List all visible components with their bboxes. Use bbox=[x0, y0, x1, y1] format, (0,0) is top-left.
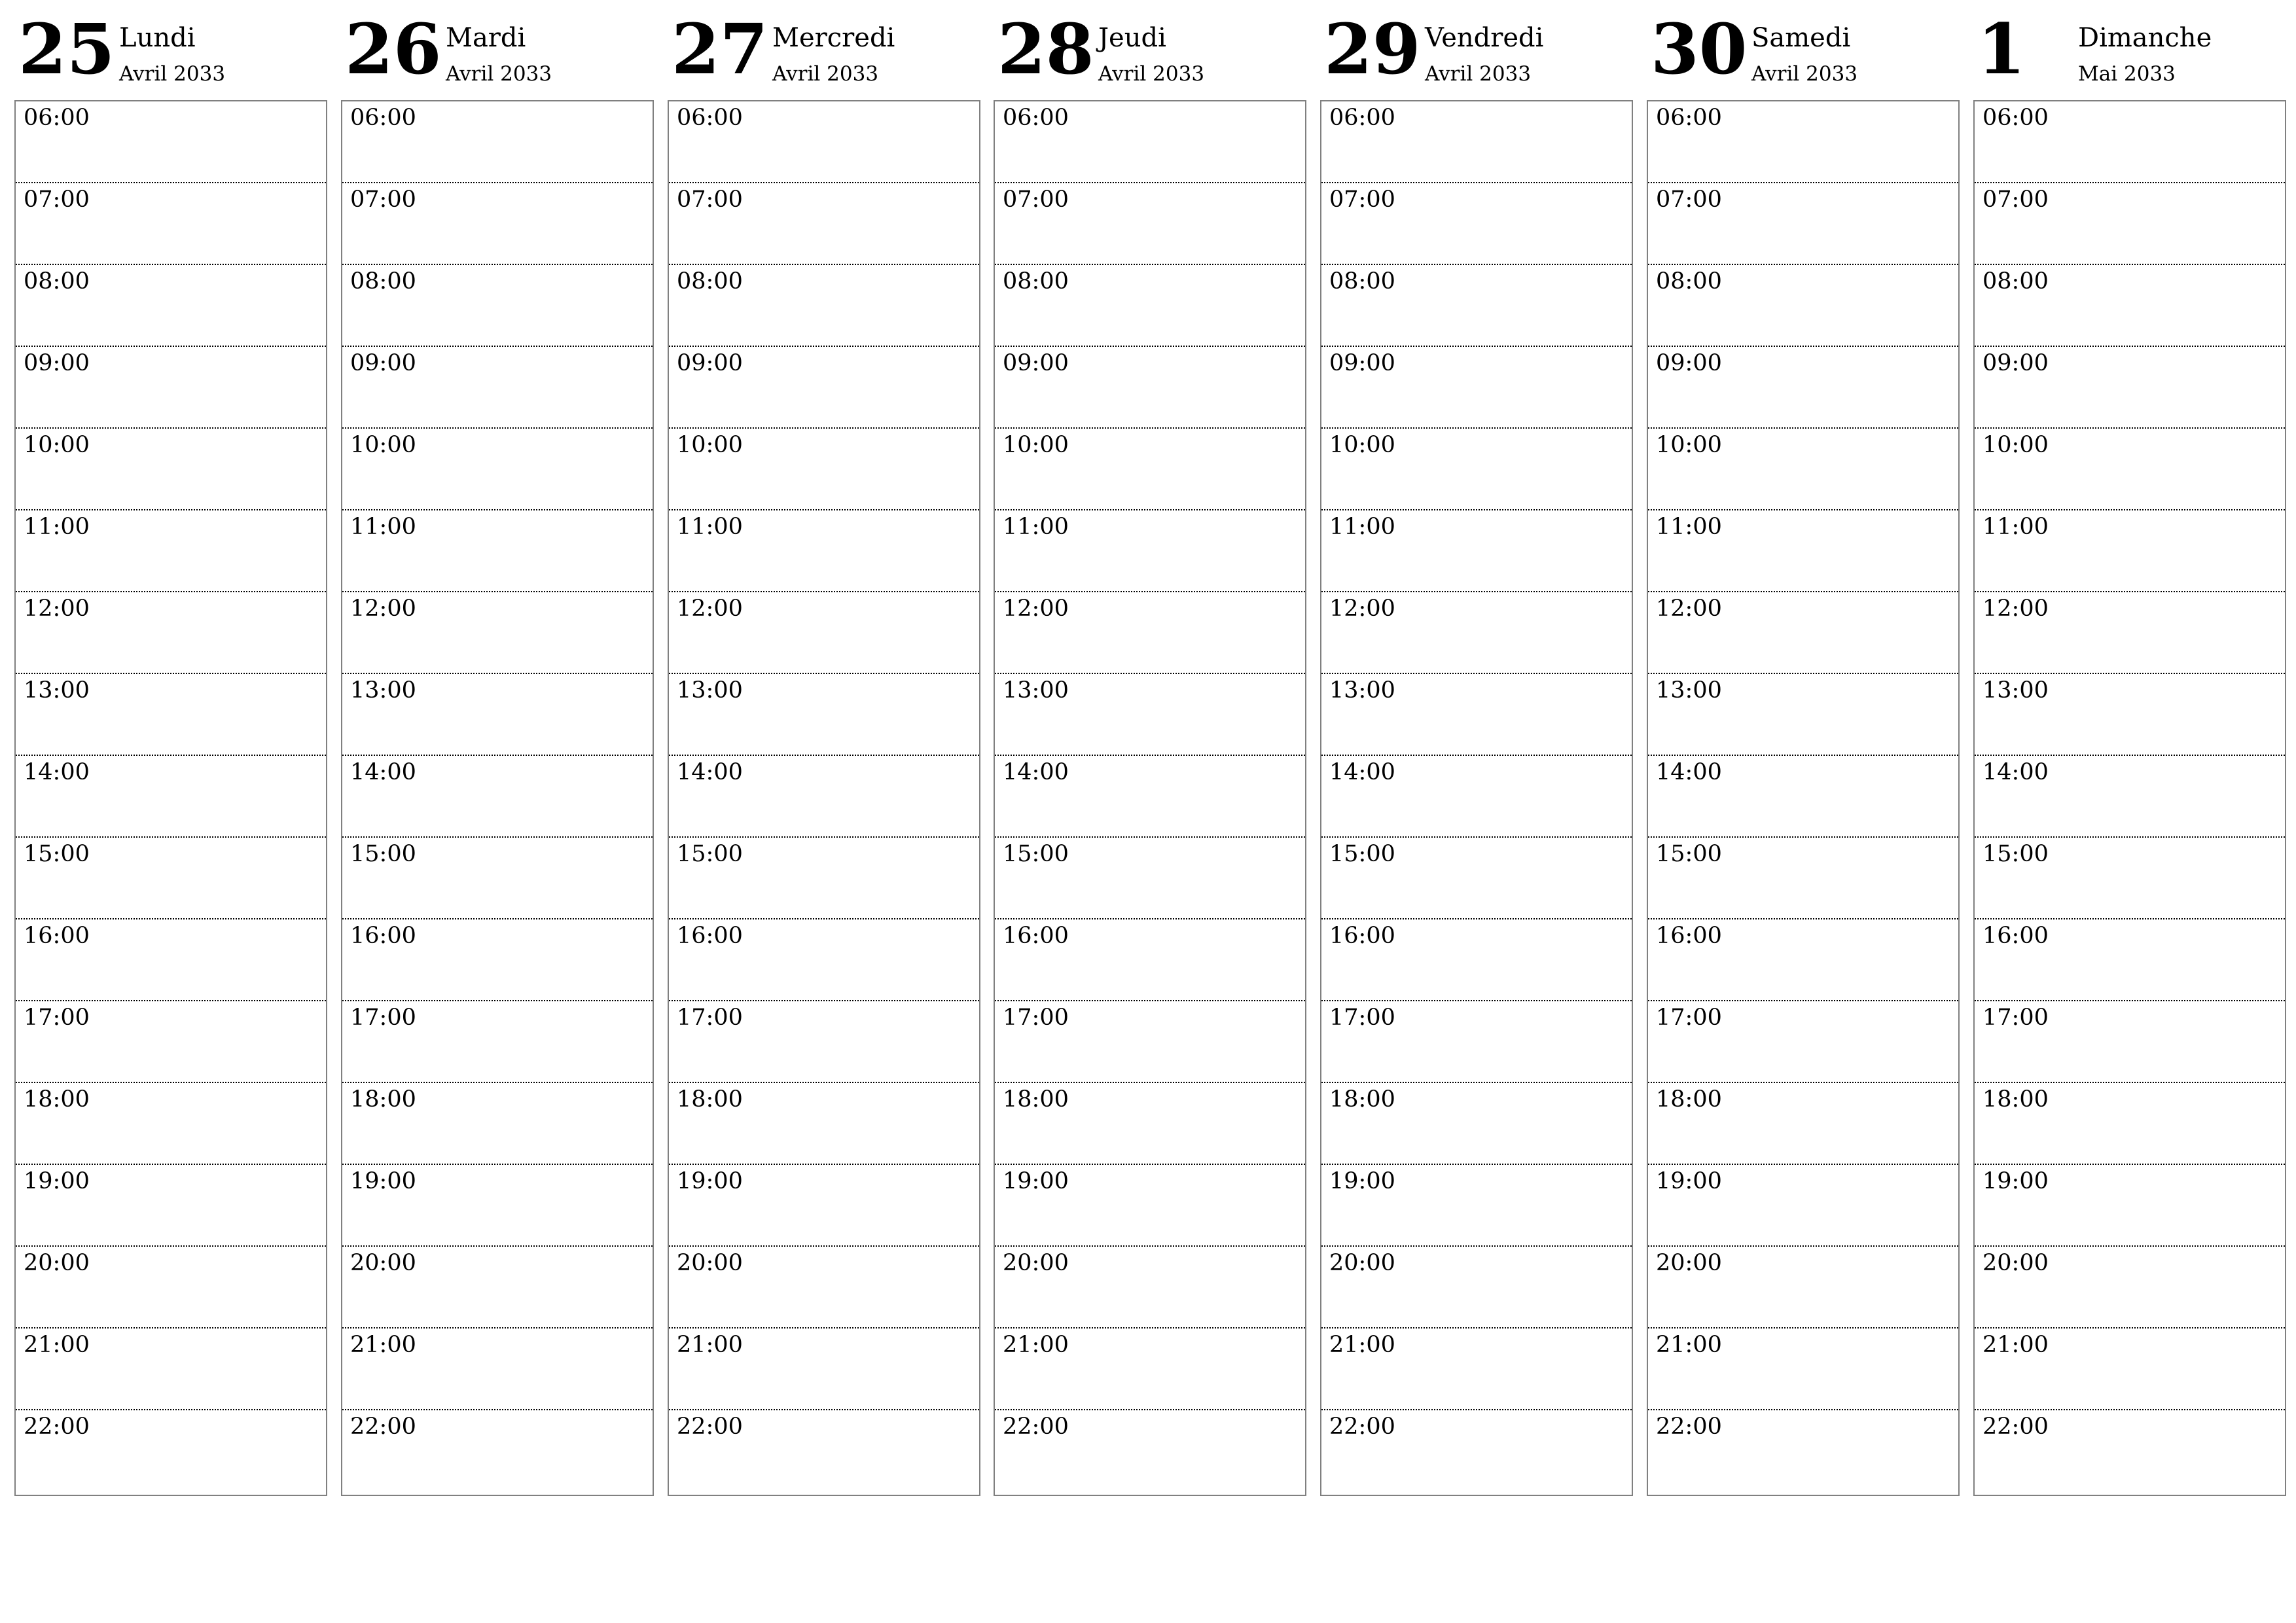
time-slot[interactable] bbox=[1648, 101, 1958, 183]
day-name: Lundi bbox=[119, 23, 196, 53]
time-slot[interactable] bbox=[1975, 919, 2285, 1001]
time-slot[interactable] bbox=[669, 674, 979, 756]
time-label: 08:00 bbox=[24, 268, 90, 294]
time-slot[interactable] bbox=[1975, 1329, 2285, 1410]
day-month: Mai 2033 bbox=[2078, 62, 2176, 86]
time-slot[interactable] bbox=[16, 1410, 326, 1492]
time-slot[interactable] bbox=[1321, 674, 1632, 756]
time-label: 11:00 bbox=[1003, 514, 1069, 540]
time-slot[interactable] bbox=[342, 429, 653, 510]
day-header bbox=[994, 0, 1306, 99]
time-label: 10:00 bbox=[1982, 432, 2049, 458]
time-label: 11:00 bbox=[350, 514, 416, 540]
time-slot[interactable] bbox=[342, 183, 653, 265]
day-number: 1 bbox=[1977, 8, 2026, 90]
time-slot[interactable] bbox=[342, 756, 653, 838]
time-slot[interactable] bbox=[342, 1329, 653, 1410]
time-label: 20:00 bbox=[1982, 1250, 2049, 1276]
time-label: 17:00 bbox=[1003, 1005, 1069, 1031]
time-label: 09:00 bbox=[1982, 350, 2049, 376]
time-label: 16:00 bbox=[24, 923, 90, 949]
day-name: Jeudi bbox=[1098, 23, 1166, 53]
time-label: 22:00 bbox=[1003, 1414, 1069, 1440]
time-label: 06:00 bbox=[1003, 105, 1069, 131]
time-label: 15:00 bbox=[350, 841, 416, 867]
time-label: 06:00 bbox=[24, 105, 90, 131]
time-label: 21:00 bbox=[1982, 1332, 2049, 1358]
time-slot[interactable] bbox=[669, 1165, 979, 1247]
day-number: 29 bbox=[1324, 8, 1421, 90]
time-slot[interactable] bbox=[16, 183, 326, 265]
day-name: Mardi bbox=[446, 23, 526, 53]
time-slot[interactable] bbox=[1648, 674, 1958, 756]
day-column bbox=[341, 0, 654, 1440]
time-slot[interactable] bbox=[1648, 919, 1958, 1001]
time-slot[interactable] bbox=[995, 265, 1305, 347]
time-slot[interactable] bbox=[1648, 1001, 1958, 1083]
time-label: 12:00 bbox=[677, 596, 743, 622]
time-label: 15:00 bbox=[677, 841, 743, 867]
day-number: 25 bbox=[18, 8, 115, 90]
time-label: 10:00 bbox=[1003, 432, 1069, 458]
day-number: 30 bbox=[1651, 8, 1748, 90]
time-label: 10:00 bbox=[1329, 432, 1395, 458]
time-label: 19:00 bbox=[677, 1168, 743, 1194]
day-name: Dimanche bbox=[2078, 23, 2212, 53]
time-label: 18:00 bbox=[24, 1086, 90, 1113]
time-label: 19:00 bbox=[1656, 1168, 1722, 1194]
day-number: 28 bbox=[997, 8, 1094, 90]
day-column bbox=[1320, 0, 1633, 1440]
time-label: 18:00 bbox=[1982, 1086, 2049, 1113]
time-slot[interactable] bbox=[669, 592, 979, 674]
time-label: 08:00 bbox=[1003, 268, 1069, 294]
time-slot[interactable] bbox=[1321, 510, 1632, 592]
time-slot[interactable] bbox=[995, 756, 1305, 838]
time-slot[interactable] bbox=[1321, 101, 1632, 183]
time-label: 09:00 bbox=[1003, 350, 1069, 376]
time-label: 21:00 bbox=[24, 1332, 90, 1358]
time-slot[interactable] bbox=[995, 510, 1305, 592]
time-slot[interactable] bbox=[1321, 1001, 1632, 1083]
time-label: 14:00 bbox=[1003, 759, 1069, 785]
time-label: 11:00 bbox=[1982, 514, 2049, 540]
time-label: 22:00 bbox=[677, 1414, 743, 1440]
time-label: 21:00 bbox=[1329, 1332, 1395, 1358]
time-slot[interactable] bbox=[995, 1329, 1305, 1410]
time-label: 19:00 bbox=[24, 1168, 90, 1194]
time-label: 20:00 bbox=[1003, 1250, 1069, 1276]
time-label: 20:00 bbox=[677, 1250, 743, 1276]
time-label: 07:00 bbox=[350, 187, 416, 213]
time-slot[interactable] bbox=[1975, 429, 2285, 510]
time-slot[interactable] bbox=[669, 1083, 979, 1165]
time-slot[interactable] bbox=[669, 1001, 979, 1083]
time-label: 17:00 bbox=[1329, 1005, 1395, 1031]
day-schedule-box bbox=[341, 100, 654, 1496]
time-label: 16:00 bbox=[1003, 923, 1069, 949]
time-label: 09:00 bbox=[1329, 350, 1395, 376]
time-slot[interactable] bbox=[1975, 510, 2285, 592]
time-label: 14:00 bbox=[1329, 759, 1395, 785]
day-header bbox=[1973, 0, 2286, 99]
time-slot[interactable] bbox=[16, 1247, 326, 1329]
day-column bbox=[1973, 0, 2286, 1440]
time-slot[interactable] bbox=[1321, 265, 1632, 347]
time-label: 16:00 bbox=[350, 923, 416, 949]
day-number: 27 bbox=[672, 8, 768, 90]
time-slot[interactable] bbox=[342, 1001, 653, 1083]
time-slot[interactable] bbox=[995, 347, 1305, 429]
time-label: 13:00 bbox=[1656, 677, 1722, 704]
time-slot[interactable] bbox=[1975, 756, 2285, 838]
time-label: 17:00 bbox=[677, 1005, 743, 1031]
day-month: Avril 2033 bbox=[1098, 62, 1205, 86]
time-slot[interactable] bbox=[1321, 919, 1632, 1001]
time-label: 10:00 bbox=[677, 432, 743, 458]
time-label: 11:00 bbox=[24, 514, 90, 540]
time-label: 13:00 bbox=[24, 677, 90, 704]
time-slot[interactable] bbox=[16, 1083, 326, 1165]
time-label: 22:00 bbox=[1982, 1414, 2049, 1440]
time-label: 20:00 bbox=[1329, 1250, 1395, 1276]
time-slot[interactable] bbox=[342, 265, 653, 347]
time-label: 12:00 bbox=[350, 596, 416, 622]
time-slot[interactable] bbox=[669, 1410, 979, 1492]
time-label: 18:00 bbox=[1003, 1086, 1069, 1113]
time-slot[interactable] bbox=[995, 1410, 1305, 1492]
time-label: 12:00 bbox=[24, 596, 90, 622]
day-name: Samedi bbox=[1751, 23, 1851, 53]
time-slot[interactable] bbox=[342, 1247, 653, 1329]
time-slot[interactable] bbox=[1648, 838, 1958, 919]
time-slot[interactable] bbox=[995, 838, 1305, 919]
time-label: 22:00 bbox=[24, 1414, 90, 1440]
time-label: 12:00 bbox=[1656, 596, 1722, 622]
time-slot[interactable] bbox=[1648, 1329, 1958, 1410]
time-label: 21:00 bbox=[1656, 1332, 1722, 1358]
day-name: Mercredi bbox=[772, 23, 895, 53]
time-slot[interactable] bbox=[995, 101, 1305, 183]
time-label: 14:00 bbox=[1656, 759, 1722, 785]
time-slot[interactable] bbox=[342, 838, 653, 919]
day-schedule-box bbox=[1320, 100, 1633, 1496]
time-slot[interactable] bbox=[1321, 756, 1632, 838]
time-label: 20:00 bbox=[350, 1250, 416, 1276]
time-label: 22:00 bbox=[1656, 1414, 1722, 1440]
time-label: 11:00 bbox=[677, 514, 743, 540]
time-label: 13:00 bbox=[677, 677, 743, 704]
time-slot[interactable] bbox=[1321, 429, 1632, 510]
time-slot[interactable] bbox=[1648, 756, 1958, 838]
time-slot[interactable] bbox=[1321, 1083, 1632, 1165]
time-label: 16:00 bbox=[1329, 923, 1395, 949]
time-slot[interactable] bbox=[1648, 429, 1958, 510]
day-header bbox=[1320, 0, 1633, 99]
time-label: 06:00 bbox=[350, 105, 416, 131]
day-month: Avril 2033 bbox=[119, 62, 226, 86]
time-slot[interactable] bbox=[669, 1247, 979, 1329]
time-slot[interactable] bbox=[16, 756, 326, 838]
time-label: 08:00 bbox=[1329, 268, 1395, 294]
time-label: 17:00 bbox=[1656, 1005, 1722, 1031]
time-label: 15:00 bbox=[1329, 841, 1395, 867]
time-slot[interactable] bbox=[1648, 1410, 1958, 1492]
time-slot[interactable] bbox=[1975, 838, 2285, 919]
time-label: 14:00 bbox=[350, 759, 416, 785]
time-slot[interactable] bbox=[1321, 1410, 1632, 1492]
time-label: 06:00 bbox=[677, 105, 743, 131]
time-slot[interactable] bbox=[669, 347, 979, 429]
time-label: 12:00 bbox=[1982, 596, 2049, 622]
time-slot[interactable] bbox=[995, 429, 1305, 510]
time-label: 13:00 bbox=[350, 677, 416, 704]
time-slot[interactable] bbox=[16, 510, 326, 592]
time-slot[interactable] bbox=[995, 1001, 1305, 1083]
time-slot[interactable] bbox=[1975, 674, 2285, 756]
time-slot[interactable] bbox=[1648, 1083, 1958, 1165]
time-slot[interactable] bbox=[995, 919, 1305, 1001]
time-slot[interactable] bbox=[16, 101, 326, 183]
time-slot[interactable] bbox=[342, 1410, 653, 1492]
day-column bbox=[1647, 0, 1960, 1440]
day-column bbox=[14, 0, 327, 1440]
time-label: 21:00 bbox=[1003, 1332, 1069, 1358]
time-label: 09:00 bbox=[24, 350, 90, 376]
time-label: 08:00 bbox=[350, 268, 416, 294]
time-slot[interactable] bbox=[1975, 1001, 2285, 1083]
time-label: 07:00 bbox=[1329, 187, 1395, 213]
time-label: 07:00 bbox=[1982, 187, 2049, 213]
time-slot[interactable] bbox=[669, 1329, 979, 1410]
time-slot[interactable] bbox=[1975, 347, 2285, 429]
time-slot[interactable] bbox=[1321, 1165, 1632, 1247]
time-slot[interactable] bbox=[16, 1001, 326, 1083]
day-name: Vendredi bbox=[1425, 23, 1544, 53]
time-slot[interactable] bbox=[16, 265, 326, 347]
time-label: 07:00 bbox=[1656, 187, 1722, 213]
time-label: 20:00 bbox=[1656, 1250, 1722, 1276]
day-header bbox=[1647, 0, 1960, 99]
time-slot[interactable] bbox=[1648, 592, 1958, 674]
day-schedule-box bbox=[14, 100, 327, 1496]
time-slot[interactable] bbox=[342, 101, 653, 183]
time-label: 15:00 bbox=[1656, 841, 1722, 867]
time-slot[interactable] bbox=[1975, 1247, 2285, 1329]
time-label: 21:00 bbox=[677, 1332, 743, 1358]
time-slot[interactable] bbox=[342, 510, 653, 592]
time-label: 09:00 bbox=[350, 350, 416, 376]
day-column bbox=[994, 0, 1306, 1440]
time-label: 19:00 bbox=[350, 1168, 416, 1194]
time-slot[interactable] bbox=[1321, 1247, 1632, 1329]
time-slot[interactable] bbox=[342, 592, 653, 674]
time-slot[interactable] bbox=[669, 101, 979, 183]
time-slot[interactable] bbox=[995, 592, 1305, 674]
time-slot[interactable] bbox=[16, 1165, 326, 1247]
time-slot[interactable] bbox=[1648, 347, 1958, 429]
time-slot[interactable] bbox=[1975, 1165, 2285, 1247]
time-label: 21:00 bbox=[350, 1332, 416, 1358]
time-slot[interactable] bbox=[342, 1165, 653, 1247]
day-schedule-box bbox=[668, 100, 980, 1496]
time-label: 14:00 bbox=[24, 759, 90, 785]
time-slot[interactable] bbox=[1975, 265, 2285, 347]
time-slot[interactable] bbox=[1321, 1329, 1632, 1410]
time-label: 16:00 bbox=[677, 923, 743, 949]
time-label: 18:00 bbox=[1329, 1086, 1395, 1113]
time-slot[interactable] bbox=[16, 919, 326, 1001]
time-slot[interactable] bbox=[1321, 838, 1632, 919]
time-label: 15:00 bbox=[1982, 841, 2049, 867]
time-slot[interactable] bbox=[995, 183, 1305, 265]
time-label: 12:00 bbox=[1329, 596, 1395, 622]
time-slot[interactable] bbox=[1975, 1083, 2285, 1165]
time-slot[interactable] bbox=[1975, 183, 2285, 265]
time-slot[interactable] bbox=[1975, 592, 2285, 674]
time-slot[interactable] bbox=[342, 674, 653, 756]
day-schedule-box bbox=[1973, 100, 2286, 1496]
time-label: 19:00 bbox=[1003, 1168, 1069, 1194]
time-slot[interactable] bbox=[995, 1247, 1305, 1329]
day-month: Avril 2033 bbox=[446, 62, 552, 86]
time-label: 09:00 bbox=[1656, 350, 1722, 376]
time-slot[interactable] bbox=[995, 1165, 1305, 1247]
time-slot[interactable] bbox=[16, 347, 326, 429]
time-label: 10:00 bbox=[24, 432, 90, 458]
day-month: Avril 2033 bbox=[772, 62, 879, 86]
time-label: 06:00 bbox=[1329, 105, 1395, 131]
time-slot[interactable] bbox=[669, 919, 979, 1001]
time-slot[interactable] bbox=[1321, 183, 1632, 265]
time-slot[interactable] bbox=[669, 756, 979, 838]
time-label: 22:00 bbox=[1329, 1414, 1395, 1440]
time-label: 16:00 bbox=[1982, 923, 2049, 949]
time-label: 07:00 bbox=[1003, 187, 1069, 213]
time-label: 10:00 bbox=[1656, 432, 1722, 458]
time-label: 18:00 bbox=[677, 1086, 743, 1113]
time-label: 19:00 bbox=[1982, 1168, 2049, 1194]
time-slot[interactable] bbox=[1975, 101, 2285, 183]
time-slot[interactable] bbox=[16, 429, 326, 510]
time-label: 12:00 bbox=[1003, 596, 1069, 622]
time-slot[interactable] bbox=[1975, 1410, 2285, 1492]
time-label: 06:00 bbox=[1982, 105, 2049, 131]
day-month: Avril 2033 bbox=[1425, 62, 1532, 86]
time-slot[interactable] bbox=[669, 510, 979, 592]
time-label: 07:00 bbox=[677, 187, 743, 213]
time-label: 15:00 bbox=[1003, 841, 1069, 867]
time-slot[interactable] bbox=[669, 265, 979, 347]
time-label: 10:00 bbox=[350, 432, 416, 458]
time-slot[interactable] bbox=[342, 1083, 653, 1165]
day-column bbox=[668, 0, 980, 1440]
time-label: 13:00 bbox=[1329, 677, 1395, 704]
day-header bbox=[341, 0, 654, 99]
time-slot[interactable] bbox=[1648, 1247, 1958, 1329]
time-label: 22:00 bbox=[350, 1414, 416, 1440]
time-slot[interactable] bbox=[16, 838, 326, 919]
time-label: 13:00 bbox=[1003, 677, 1069, 704]
time-label: 08:00 bbox=[677, 268, 743, 294]
day-month: Avril 2033 bbox=[1751, 62, 1858, 86]
time-label: 11:00 bbox=[1656, 514, 1722, 540]
time-slot[interactable] bbox=[669, 429, 979, 510]
time-slot[interactable] bbox=[1648, 1165, 1958, 1247]
time-label: 13:00 bbox=[1982, 677, 2049, 704]
time-slot[interactable] bbox=[1648, 183, 1958, 265]
time-label: 14:00 bbox=[677, 759, 743, 785]
time-label: 16:00 bbox=[1656, 923, 1722, 949]
day-schedule-box bbox=[994, 100, 1306, 1496]
time-slot[interactable] bbox=[342, 919, 653, 1001]
time-label: 15:00 bbox=[24, 841, 90, 867]
time-slot[interactable] bbox=[669, 183, 979, 265]
time-slot[interactable] bbox=[1648, 265, 1958, 347]
time-slot[interactable] bbox=[1648, 510, 1958, 592]
time-label: 06:00 bbox=[1656, 105, 1722, 131]
time-slot[interactable] bbox=[16, 674, 326, 756]
time-label: 11:00 bbox=[1329, 514, 1395, 540]
time-slot[interactable] bbox=[1321, 347, 1632, 429]
time-label: 08:00 bbox=[1982, 268, 2049, 294]
day-header bbox=[668, 0, 980, 99]
time-label: 18:00 bbox=[350, 1086, 416, 1113]
day-schedule-box bbox=[1647, 100, 1960, 1496]
time-slot[interactable] bbox=[995, 674, 1305, 756]
time-label: 09:00 bbox=[677, 350, 743, 376]
time-slot[interactable] bbox=[342, 347, 653, 429]
time-slot[interactable] bbox=[995, 1083, 1305, 1165]
time-label: 18:00 bbox=[1656, 1086, 1722, 1113]
time-slot[interactable] bbox=[669, 838, 979, 919]
time-slot[interactable] bbox=[1321, 592, 1632, 674]
time-label: 20:00 bbox=[24, 1250, 90, 1276]
time-label: 08:00 bbox=[1656, 268, 1722, 294]
time-label: 17:00 bbox=[24, 1005, 90, 1031]
time-label: 14:00 bbox=[1982, 759, 2049, 785]
time-label: 17:00 bbox=[350, 1005, 416, 1031]
time-slot[interactable] bbox=[16, 592, 326, 674]
day-number: 26 bbox=[345, 8, 442, 90]
time-label: 07:00 bbox=[24, 187, 90, 213]
time-label: 19:00 bbox=[1329, 1168, 1395, 1194]
time-label: 17:00 bbox=[1982, 1005, 2049, 1031]
day-header bbox=[14, 0, 327, 99]
time-slot[interactable] bbox=[16, 1329, 326, 1410]
